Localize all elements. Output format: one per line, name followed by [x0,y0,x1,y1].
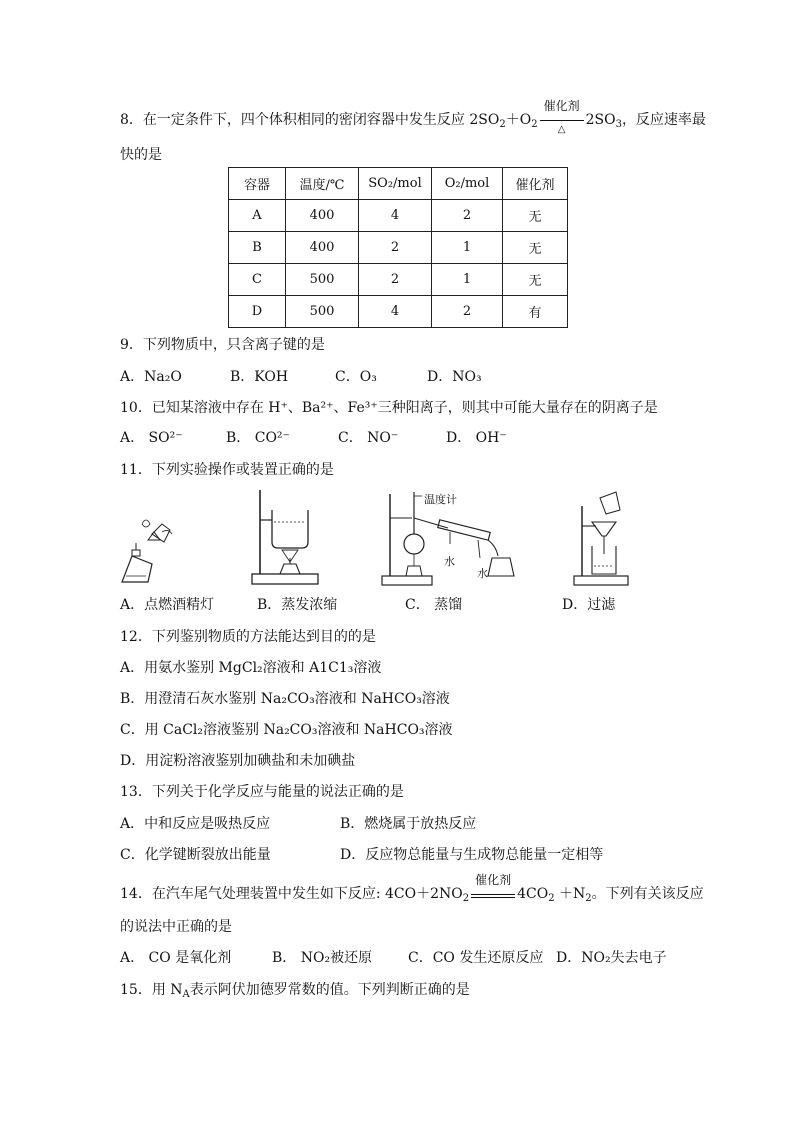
table-row [229,232,568,264]
q14-option-c: C．CO 发生还原反应 [408,950,544,966]
q9-stem: 9．下列物质中，只含离子键的是 [120,337,325,353]
table-cell: 无 [503,232,568,264]
q8-suffix: ，反应速率最 [621,112,706,128]
table-cell: A [229,200,286,232]
q8-prefix: 8．在一定条件下，四个体积相同的密闭容器中发生反应 2SO [120,112,500,128]
table-header-cell: 温度/℃ [286,168,359,200]
table-header-cell: O₂/mol [432,168,503,200]
table-cell: 400 [286,232,359,264]
q15-stem-subscript: A [182,989,190,1000]
q10-option-a: A． SO²⁻ [120,430,183,446]
q10-stem: 10．已知某溶液中存在 H⁺、Ba²⁺、Fe³⁺三种阳离子，则其中可能大量存在的阴离子是 [120,400,658,416]
q9-option-c: C．O₃ [335,369,377,385]
q14-option-d: D．NO₂失去电子 [556,950,667,966]
q14-option-a: A． CO 是氧化剂 [120,950,232,966]
q12-option-d: D．用淀粉溶液鉴别加碘盐和未加碘盐 [120,753,356,769]
table-cell: B [229,232,286,264]
q12-option-b: B．用澄清石灰水鉴别 Na₂CO₃溶液和 NaHCO₃溶液 [120,691,450,707]
table-header-row [229,168,568,200]
q13-option-b: B．燃烧属于放热反应 [340,816,477,832]
q13-option-a: A．中和反应是吸热反应 [120,816,271,832]
table-cell: 无 [503,200,568,232]
q11-option-d: D．过滤 [562,597,616,613]
q8-stem: 8．在一定条件下，四个体积相同的密闭容器中发生反应 $2SO_2+O_2$ 催化剂 △ $2SO_3$，反应速率最 [120,110,706,130]
q14-catalyst-label: 催化剂 [475,873,512,887]
q14-stem: 14．在汽车尾气处理装置中发生如下反应: $4CO+2NO_2$ 催化剂 $4CO_2 +N_2$。下列有关该反应 [120,884,704,904]
water-outlet-label: 水 [477,567,488,580]
q13-stem: 13．下列关于化学反应与能量的说法正确的是 [120,784,404,800]
table-header-cell: 催化剂 [503,168,568,200]
table-cell: 2 [432,200,503,232]
q12-stem: 12．下列鉴别物质的方法能达到目的的是 [120,629,376,645]
table-cell: 4 [359,200,432,232]
q14-stem-line2: 的说法中正确的是 [120,919,232,935]
q15-stem-start: 15．用 N [120,982,183,998]
thermometer-label: 温度计 [424,493,457,506]
q12-option-c: C．用 CaCl₂溶液鉴别 Na₂CO₃溶液和 NaHCO₃溶液 [120,722,453,738]
alcohol-lamp-lighting-illustration [118,512,180,588]
table-header-cell: SO₂/mol [359,168,432,200]
table-cell: 500 [286,264,359,296]
q14-option-b: B． NO₂被还原 [272,950,373,966]
q15-stem [120,980,470,1000]
q14-prefix: 14．在汽车尾气处理装置中发生如下反应: 4CO＋2NO [120,886,463,902]
water-inlet-label: 水 [444,555,455,568]
q10-option-c: C． NO⁻ [338,430,399,446]
q10-option-d: D． OH⁻ [446,430,507,446]
q8-stem-line2: 快的是 [120,147,162,163]
q8-catalyst-arrow [538,99,586,135]
table-cell: 400 [286,200,359,232]
q8-table [228,167,568,328]
table-header-cell: 容器 [229,168,286,200]
q11-stem: 11．下列实验操作或装置正确的是 [120,462,334,478]
table-cell: 500 [286,296,359,328]
table-cell: 2 [432,296,503,328]
table-cell: 4 [359,296,432,328]
q13-option-c: C．化学键断裂放出能量 [120,847,271,863]
table-cell: D [229,296,286,328]
q9-option-b: B．KOH [230,369,289,385]
q15-stem-rest: 表示阿伏加德罗常数的值。下列判断正确的是 [189,982,470,998]
q8-heat-condition: △ [557,124,566,135]
q12-option-a: A．用氨水鉴别 MgCl₂溶液和 A1C1₃溶液 [120,660,382,676]
table-cell: 2 [359,264,432,296]
q10-option-b: B． CO²⁻ [226,430,290,446]
table-row [229,200,568,232]
table-cell: C [229,264,286,296]
table-cell: 1 [432,264,503,296]
q14-catalyst-arrow [469,873,517,904]
table-cell: 无 [503,264,568,296]
table-row [229,296,568,328]
q9-option-a: A．Na₂O [120,369,182,385]
q14-suffix: 。下列有关该反应 [591,886,704,902]
q13-option-d: D．反应物总能量与生成物总能量一定相等 [340,847,604,863]
table-cell: 2 [359,232,432,264]
table-row [229,264,568,296]
q8-catalyst-label: 催化剂 [543,99,580,113]
q9-option-d: D．NO₃ [427,369,482,385]
q11-option-c: C． 蒸馏 [405,597,463,613]
table-cell: 有 [503,296,568,328]
q11-option-a: A．点燃酒精灯 [120,597,215,613]
evaporation-apparatus-illustration [246,488,322,588]
filtration-apparatus-illustration [570,488,642,588]
q11-option-b: B．蒸发浓缩 [257,597,338,613]
table-cell: 1 [432,232,503,264]
